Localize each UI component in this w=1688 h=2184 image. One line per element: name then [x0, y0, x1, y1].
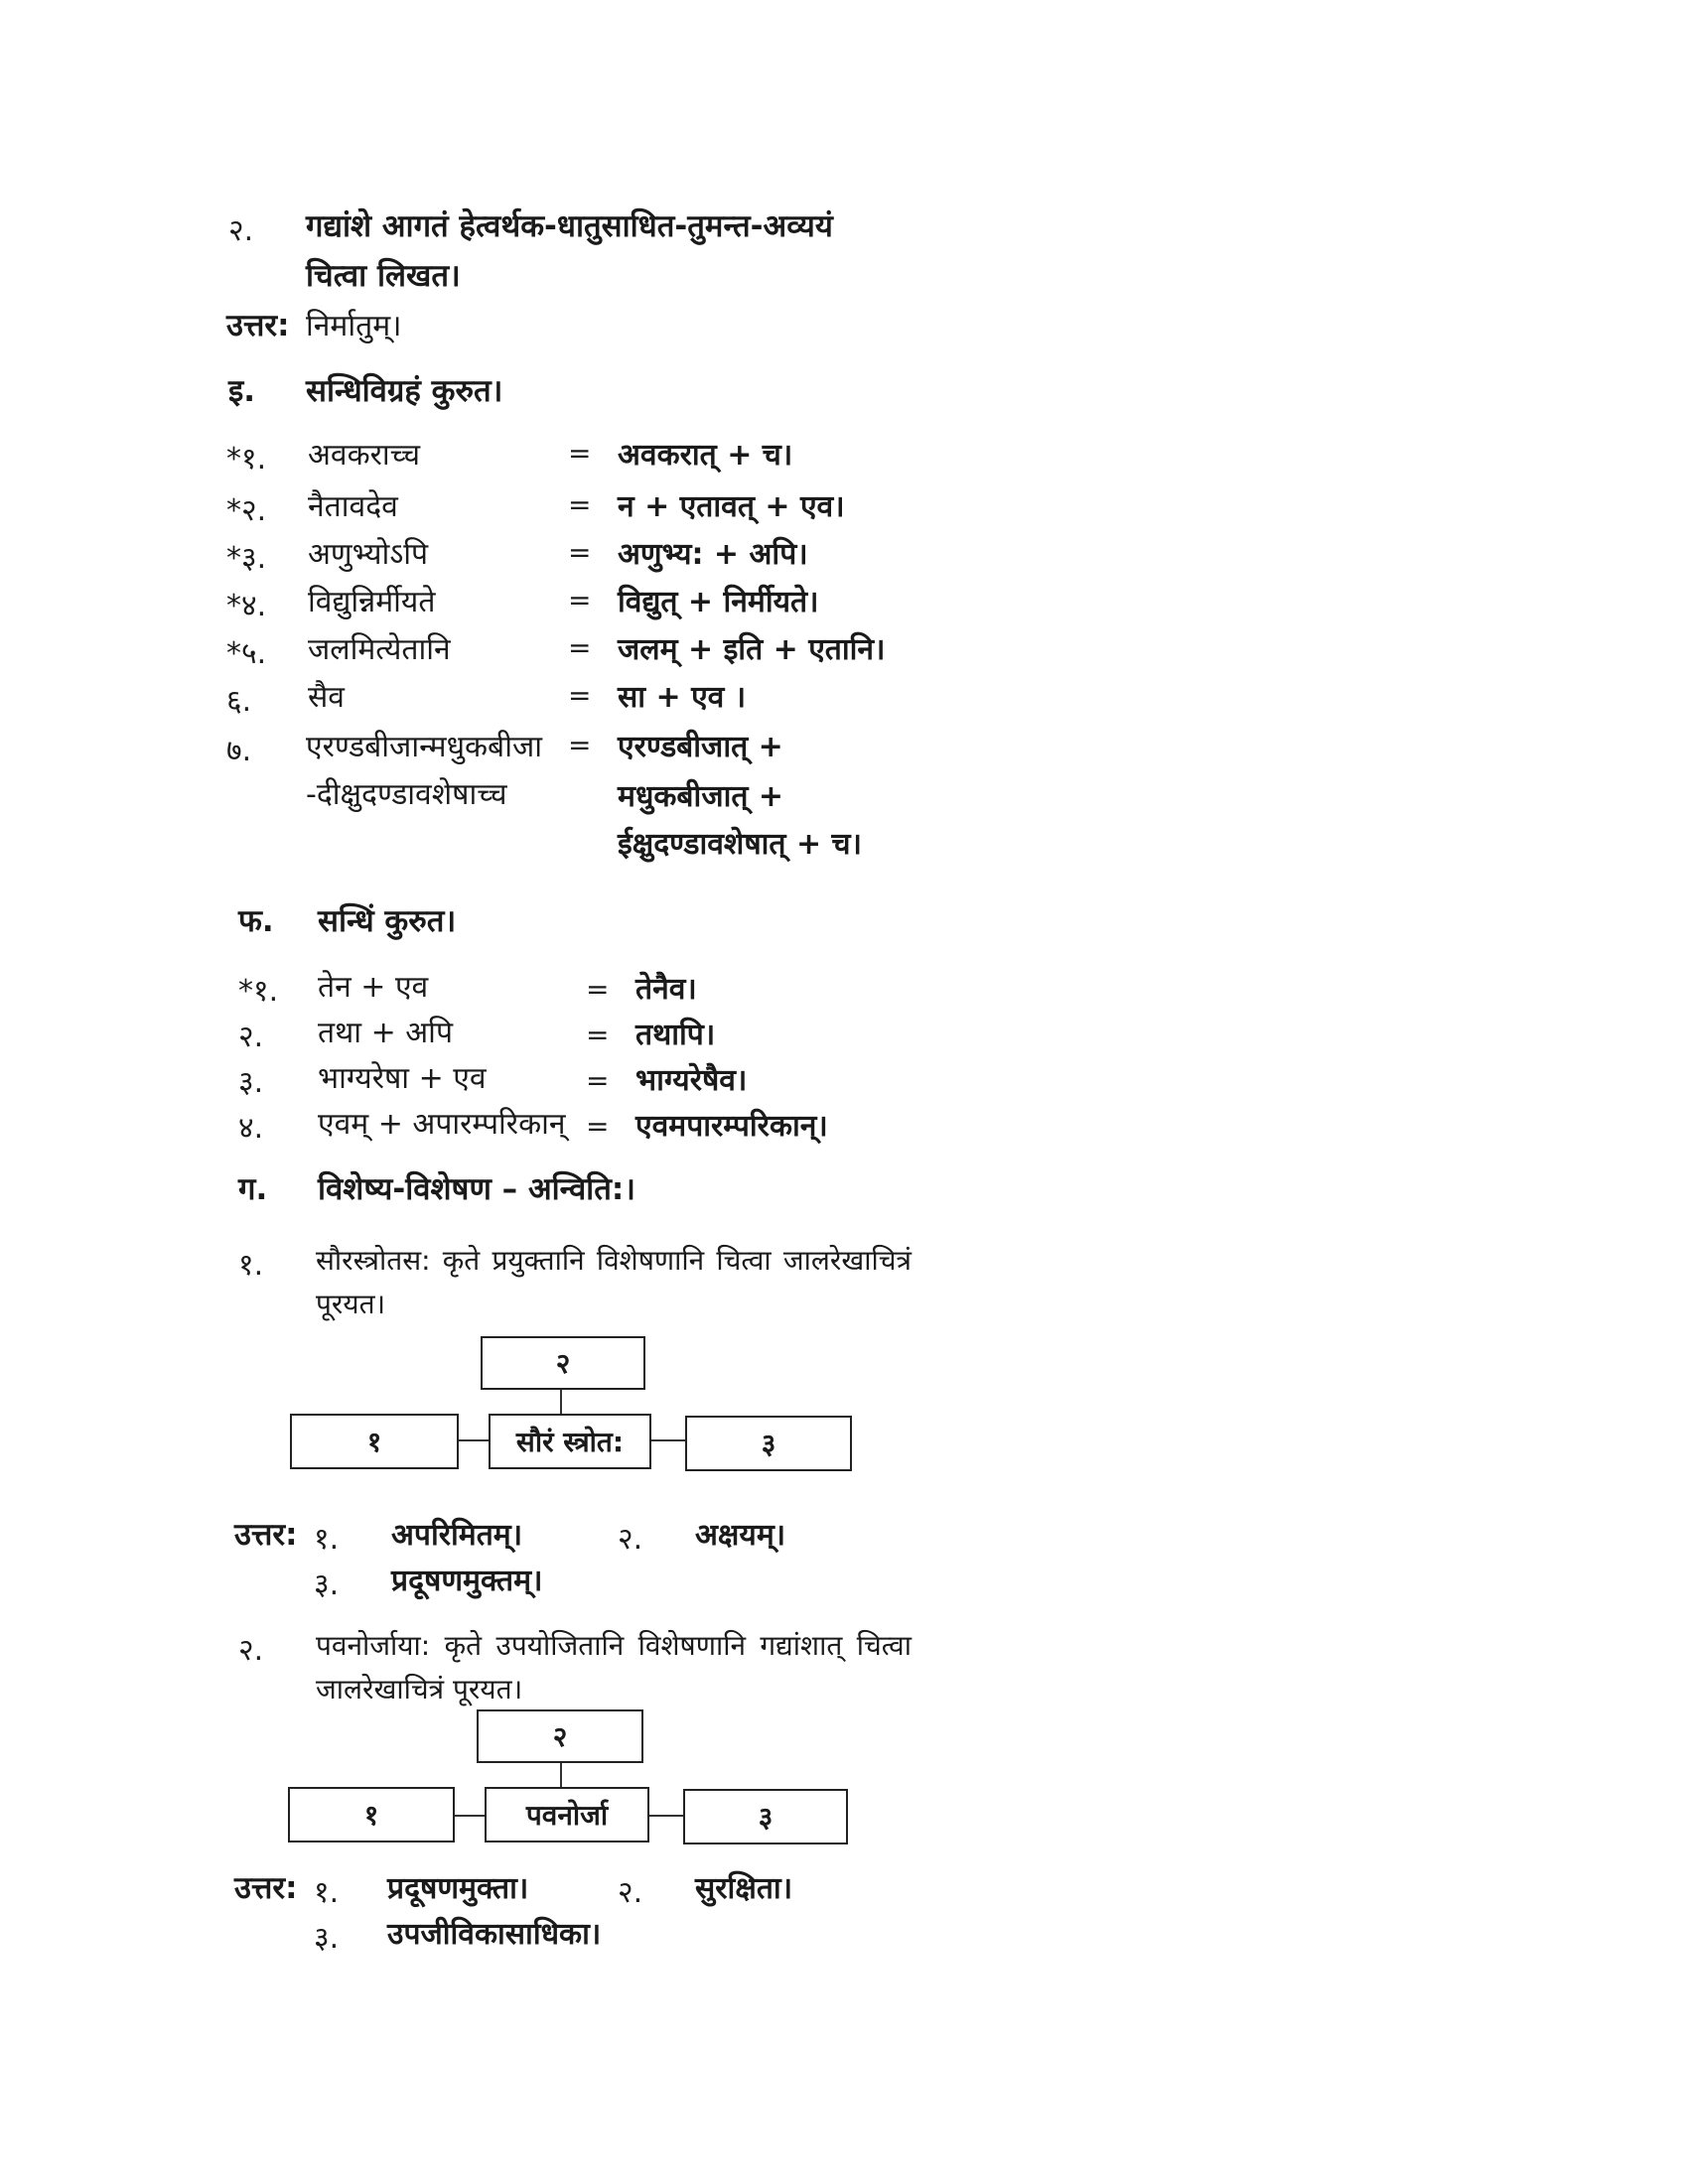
equals-sign: =	[568, 437, 592, 470]
diagram-box-right: ३	[685, 1416, 852, 1471]
diagram-box-top: २	[477, 1709, 643, 1763]
diagram-box-top: २	[481, 1336, 645, 1390]
equals-sign: =	[568, 584, 592, 616]
section-e-title: सन्धिविग्रहं कुरुत।	[306, 373, 503, 409]
item-word-line2: -दीक्षुदण्डावशेषाच्च	[306, 777, 507, 812]
item-split: सा + एव ।	[618, 680, 747, 715]
item-result: एवमपारम्परिकान्।	[635, 1109, 828, 1144]
answer-number: २.	[618, 1875, 643, 1910]
item-parts: भाग्यरेषा + एव	[318, 1061, 487, 1096]
equals-sign: =	[586, 1019, 610, 1051]
g-q2-answer-label: उत्तर:	[234, 1870, 298, 1906]
diagram-box-right: ३	[683, 1789, 848, 1844]
item-number: ६.	[226, 684, 252, 719]
item-parts: तथा + अपि	[318, 1016, 453, 1050]
section-g-label: ग.	[238, 1171, 268, 1207]
q2-answer: निर्मातुम्।	[306, 309, 402, 343]
q2-text-line1: गद्यांशे आगतं हेत्वर्थक-धातुसाधित-तुमन्त-अव्ययं	[306, 208, 833, 244]
equals-sign: =	[586, 1110, 610, 1143]
item-split: अणुभ्य: + अपि।	[618, 537, 808, 572]
item-split: न + एतावत् + एव।	[618, 489, 845, 524]
item-split-line3: ईक्षुदण्डावशेषात् + च।	[618, 827, 862, 862]
diagram-box-left: १	[290, 1414, 459, 1469]
connector-left	[459, 1439, 489, 1441]
item-result: भाग्यरेषैव।	[635, 1063, 748, 1098]
answer-text: प्रदूषणमुक्ता।	[387, 1871, 529, 1906]
diagram-box-left: १	[288, 1787, 455, 1843]
q2-answer-label: उत्तर:	[226, 308, 290, 343]
item-result: तथापि।	[635, 1018, 716, 1052]
item-word: अवकराच्च	[308, 438, 421, 473]
section-e-label: इ.	[228, 373, 255, 409]
item-number: *५.	[226, 636, 267, 671]
answer-number: ३.	[314, 1568, 340, 1602]
answer-text: सुरक्षिता।	[695, 1871, 793, 1906]
answer-text: प्रदूषणमुक्तम्।	[391, 1564, 543, 1598]
answer-text: अक्षयम्।	[695, 1518, 786, 1553]
item-word: जलमित्येतानि	[308, 632, 451, 667]
g-q2-text: पवनोर्जाया: कृते उपयोजितानि विशेषणानि गद्यांशात् चित्वा जालरेखाचित्रं पूरयत।	[316, 1629, 912, 1706]
item-number: *२.	[226, 493, 267, 528]
connector-left	[455, 1815, 485, 1817]
item-split-line2: मधुकबीजात् +	[618, 779, 784, 814]
item-split: जलम् + इति + एतानि।	[618, 632, 886, 667]
answer-text: उपजीविकासाधिका।	[387, 1917, 602, 1952]
item-number: *१.	[226, 442, 267, 477]
item-word: विद्युन्निर्मीयते	[308, 585, 436, 619]
equals-sign: =	[568, 679, 592, 712]
item-word: अणुभ्योऽपि	[308, 537, 429, 572]
g-q1-answer-label: उत्तर:	[234, 1517, 298, 1553]
item-split-line1: एरण्डबीजात् +	[618, 730, 783, 764]
connector-right	[649, 1815, 683, 1817]
q2-number: २.	[228, 213, 254, 248]
item-number: ४.	[238, 1111, 264, 1146]
item-word-line1: एरण्डबीजान्मधुकबीजा	[306, 730, 542, 764]
item-number: *३.	[226, 541, 267, 576]
equals-sign: =	[586, 1064, 610, 1097]
item-result: तेनैव।	[635, 972, 697, 1007]
diagram-box-center: सौरं स्त्रोत:	[489, 1414, 651, 1469]
item-parts: तेन + एव	[318, 970, 429, 1005]
section-f-label: फ.	[238, 903, 274, 939]
equals-sign: =	[586, 973, 610, 1006]
item-number: ३.	[238, 1065, 264, 1100]
answer-number: २.	[618, 1522, 643, 1557]
item-number: *४.	[226, 589, 267, 623]
item-number: ७.	[226, 734, 252, 768]
q2-text-line2: चित्वा लिखत।	[306, 258, 461, 294]
answer-number: १.	[314, 1875, 340, 1910]
answer-number: १.	[314, 1522, 340, 1557]
section-f-title: सन्धिं कुरुत।	[318, 903, 457, 939]
answer-text: अपरिमितम्।	[391, 1518, 523, 1553]
equals-sign: =	[568, 488, 592, 521]
item-parts: एवम् + अपारम्परिकान्	[318, 1107, 566, 1142]
connector-right	[651, 1439, 685, 1441]
item-split: विद्युत् + निर्मीयते।	[618, 585, 819, 619]
g-q2-number: २.	[238, 1633, 264, 1668]
item-split: अवकरात् + च।	[618, 438, 793, 473]
item-word: सैव	[308, 680, 345, 715]
g-q1-text: सौरस्त्रोतस: कृते प्रयुक्तानि विशेषणानि चित्वा जालरेखाचित्रं पूरयत।	[316, 1244, 912, 1320]
section-g-title: विशेष्य-विशेषण – अन्विति:।	[318, 1171, 636, 1207]
item-number: *१.	[238, 974, 279, 1009]
equals-sign: =	[568, 631, 592, 664]
equals-sign: =	[568, 729, 592, 761]
equals-sign: =	[568, 536, 592, 569]
item-word: नैतावदेव	[308, 489, 398, 524]
item-number: २.	[238, 1020, 264, 1054]
diagram-box-center: पवनोर्जा	[485, 1787, 649, 1843]
g-q1-number: १.	[238, 1248, 264, 1283]
answer-number: ३.	[314, 1921, 340, 1956]
